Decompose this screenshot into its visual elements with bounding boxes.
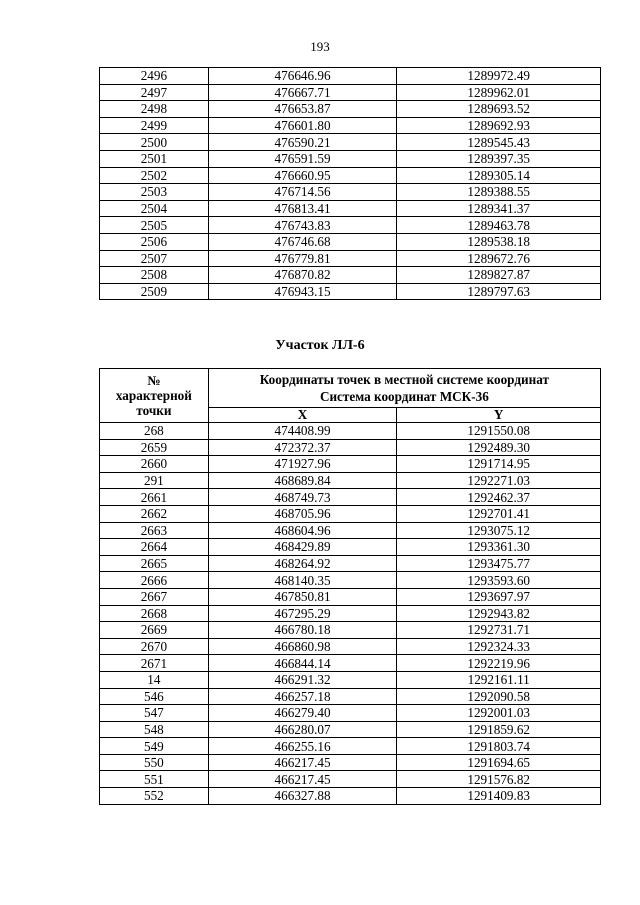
- y-coordinate-cell: 1292090.58: [397, 688, 601, 705]
- coordinate-system-label: Система координат МСК-36: [319, 389, 489, 404]
- table-row: [100, 167, 601, 184]
- table-header: [100, 369, 601, 423]
- y-coordinate-cell: 1289962.01: [397, 84, 601, 101]
- table-row: [100, 134, 601, 151]
- table-row: [100, 688, 601, 705]
- point-number-cell: 547: [100, 705, 209, 722]
- point-number-cell: 2500: [100, 134, 209, 151]
- x-column-header: X: [208, 408, 397, 423]
- point-number-cell: 2661: [100, 489, 209, 506]
- x-coordinate-cell: 466217.45: [208, 754, 397, 771]
- table-row: [100, 771, 601, 788]
- point-number-cell: 2498: [100, 101, 209, 118]
- point-number-cell: 2660: [100, 456, 209, 473]
- y-coordinate-cell: 1292161.11: [397, 671, 601, 688]
- x-coordinate-cell: 476714.56: [208, 184, 397, 201]
- y-coordinate-cell: 1289827.87: [397, 267, 601, 284]
- point-number-cell: 2666: [100, 572, 209, 589]
- table-row: [100, 184, 601, 201]
- table-row: [100, 754, 601, 771]
- x-coordinate-cell: 476590.21: [208, 134, 397, 151]
- y-coordinate-cell: 1292462.37: [397, 489, 601, 506]
- point-number-cell: 2669: [100, 622, 209, 639]
- point-number-cell: 2508: [100, 267, 209, 284]
- y-coordinate-cell: 1293075.12: [397, 522, 601, 539]
- y-coordinate-cell: 1289797.63: [397, 283, 601, 300]
- table-row: [100, 456, 601, 473]
- point-number-cell: 2502: [100, 167, 209, 184]
- coordinates-header-line1: Координаты точек в местной системе координат: [259, 372, 549, 387]
- point-number-cell: 548: [100, 721, 209, 738]
- point-number-cell: 2671: [100, 655, 209, 672]
- y-coordinate-cell: 1289463.78: [397, 217, 601, 234]
- coordinates-table-continued: [99, 67, 601, 300]
- x-coordinate-cell: 471927.96: [208, 456, 397, 473]
- x-coordinate-cell: 476743.83: [208, 217, 397, 234]
- x-coordinate-cell: 466217.45: [208, 771, 397, 788]
- point-number-cell: 552: [100, 788, 209, 805]
- point-number-cell: 551: [100, 771, 209, 788]
- y-coordinate-cell: 1292001.03: [397, 705, 601, 722]
- table-row: [100, 84, 601, 101]
- point-number-cell: 2670: [100, 638, 209, 655]
- x-coordinate-cell: 474408.99: [208, 423, 397, 440]
- table-row: [100, 671, 601, 688]
- x-coordinate-cell: 476660.95: [208, 167, 397, 184]
- y-coordinate-cell: 1292731.71: [397, 622, 601, 639]
- x-coordinate-cell: 468429.89: [208, 539, 397, 556]
- y-coordinate-cell: 1292943.82: [397, 605, 601, 622]
- x-coordinate-cell: 466860.98: [208, 638, 397, 655]
- table-row: [100, 622, 601, 639]
- y-coordinate-cell: 1289693.52: [397, 101, 601, 118]
- y-coordinate-cell: 1289538.18: [397, 233, 601, 250]
- y-coordinate-cell: 1289672.76: [397, 250, 601, 267]
- table-row: [100, 489, 601, 506]
- table-row: [100, 522, 601, 539]
- x-coordinate-cell: 466279.40: [208, 705, 397, 722]
- point-number-cell: 549: [100, 738, 209, 755]
- y-coordinate-cell: 1289972.49: [397, 68, 601, 85]
- point-number-cell: 550: [100, 754, 209, 771]
- table-row: [100, 439, 601, 456]
- x-coordinate-cell: 468689.84: [208, 472, 397, 489]
- point-number-cell: 14: [100, 671, 209, 688]
- point-number-cell: 2507: [100, 250, 209, 267]
- y-coordinate-cell: 1289305.14: [397, 167, 601, 184]
- y-coordinate-cell: 1291409.83: [397, 788, 601, 805]
- point-number-cell: 2665: [100, 555, 209, 572]
- y-coordinate-cell: 1293593.60: [397, 572, 601, 589]
- y-coordinate-cell: 1292324.33: [397, 638, 601, 655]
- point-number-cell: 2509: [100, 283, 209, 300]
- point-number-cell: 546: [100, 688, 209, 705]
- y-coordinate-cell: 1293697.97: [397, 588, 601, 605]
- x-coordinate-cell: 476646.96: [208, 68, 397, 85]
- x-coordinate-cell: 466257.18: [208, 688, 397, 705]
- x-coordinate-cell: 468264.92: [208, 555, 397, 572]
- y-coordinate-cell: 1291859.62: [397, 721, 601, 738]
- y-coordinate-cell: 1292271.03: [397, 472, 601, 489]
- y-coordinate-cell: 1291550.08: [397, 423, 601, 440]
- table-row: [100, 283, 601, 300]
- y-coordinate-cell: 1289545.43: [397, 134, 601, 151]
- x-coordinate-cell: 468140.35: [208, 572, 397, 589]
- x-coordinate-cell: 466255.16: [208, 738, 397, 755]
- table-row: [100, 539, 601, 556]
- table-row: [100, 150, 601, 167]
- y-column-header: Y: [397, 408, 601, 423]
- table-body: [100, 68, 601, 300]
- point-number-cell: 2668: [100, 605, 209, 622]
- x-coordinate-cell: 468604.96: [208, 522, 397, 539]
- table-row: [100, 233, 601, 250]
- x-coordinate-cell: 476779.81: [208, 250, 397, 267]
- x-coordinate-cell: 466280.07: [208, 721, 397, 738]
- y-coordinate-cell: 1291803.74: [397, 738, 601, 755]
- x-coordinate-cell: 476601.80: [208, 117, 397, 134]
- point-number-cell: 2664: [100, 539, 209, 556]
- x-coordinate-cell: 476746.68: [208, 233, 397, 250]
- x-coordinate-cell: 476667.71: [208, 84, 397, 101]
- x-coordinate-cell: 467850.81: [208, 588, 397, 605]
- point-number-cell: 2663: [100, 522, 209, 539]
- table-row: [100, 68, 601, 85]
- x-coordinate-cell: 476813.41: [208, 200, 397, 217]
- point-number-cell: 2505: [100, 217, 209, 234]
- table-row: [100, 738, 601, 755]
- table-row: [100, 472, 601, 489]
- y-coordinate-cell: 1289397.35: [397, 150, 601, 167]
- x-coordinate-cell: 466327.88: [208, 788, 397, 805]
- point-number-header: [100, 369, 209, 423]
- table-row: [100, 788, 601, 805]
- y-coordinate-cell: 1289692.93: [397, 117, 601, 134]
- header-line: №: [147, 373, 161, 388]
- table-body: [100, 423, 601, 805]
- point-number-cell: 2499: [100, 117, 209, 134]
- table-row: [100, 101, 601, 118]
- point-number-cell: 2662: [100, 505, 209, 522]
- point-number-cell: 2506: [100, 233, 209, 250]
- point-number-cell: 2496: [100, 68, 209, 85]
- table-row: [100, 423, 601, 440]
- table-row: [100, 555, 601, 572]
- y-coordinate-cell: 1289341.37: [397, 200, 601, 217]
- table-row: [100, 117, 601, 134]
- coordinates-header: [208, 369, 600, 408]
- table-row: [100, 655, 601, 672]
- point-number-cell: 2504: [100, 200, 209, 217]
- y-coordinate-cell: 1292701.41: [397, 505, 601, 522]
- point-number-cell: 2659: [100, 439, 209, 456]
- x-coordinate-cell: 476653.87: [208, 101, 397, 118]
- x-coordinate-cell: 468705.96: [208, 505, 397, 522]
- x-coordinate-cell: 476943.15: [208, 283, 397, 300]
- x-coordinate-cell: 476870.82: [208, 267, 397, 284]
- table-row: [100, 267, 601, 284]
- x-coordinate-cell: 468749.73: [208, 489, 397, 506]
- page-number: 193: [310, 39, 330, 54]
- y-coordinate-cell: 1292219.96: [397, 655, 601, 672]
- table-row: [100, 605, 601, 622]
- table-row: [100, 705, 601, 722]
- table-row: [100, 721, 601, 738]
- table-row: [100, 572, 601, 589]
- table-row: [100, 588, 601, 605]
- header-line: характерной: [115, 388, 192, 403]
- table-row: [100, 250, 601, 267]
- table-row: [100, 217, 601, 234]
- y-coordinate-cell: 1289388.55: [397, 184, 601, 201]
- table-row: [100, 200, 601, 217]
- x-coordinate-cell: 472372.37: [208, 439, 397, 456]
- header-line: точки: [136, 403, 172, 418]
- x-coordinate-cell: 466780.18: [208, 622, 397, 639]
- coordinates-table-ll6: [99, 368, 601, 805]
- table-row: [100, 638, 601, 655]
- point-number-cell: 2667: [100, 588, 209, 605]
- y-coordinate-cell: 1291714.95: [397, 456, 601, 473]
- x-coordinate-cell: 467295.29: [208, 605, 397, 622]
- y-coordinate-cell: 1291576.82: [397, 771, 601, 788]
- y-coordinate-cell: 1293475.77: [397, 555, 601, 572]
- x-coordinate-cell: 476591.59: [208, 150, 397, 167]
- y-coordinate-cell: 1292489.30: [397, 439, 601, 456]
- point-number-cell: 2503: [100, 184, 209, 201]
- section-title: Участок ЛЛ-6: [275, 338, 365, 353]
- x-coordinate-cell: 466844.14: [208, 655, 397, 672]
- y-coordinate-cell: 1291694.65: [397, 754, 601, 771]
- point-number-cell: 2497: [100, 84, 209, 101]
- point-number-cell: 2501: [100, 150, 209, 167]
- y-coordinate-cell: 1293361.30: [397, 539, 601, 556]
- point-number-cell: 291: [100, 472, 209, 489]
- x-coordinate-cell: 466291.32: [208, 671, 397, 688]
- table-row: [100, 505, 601, 522]
- point-number-cell: 268: [100, 423, 209, 440]
